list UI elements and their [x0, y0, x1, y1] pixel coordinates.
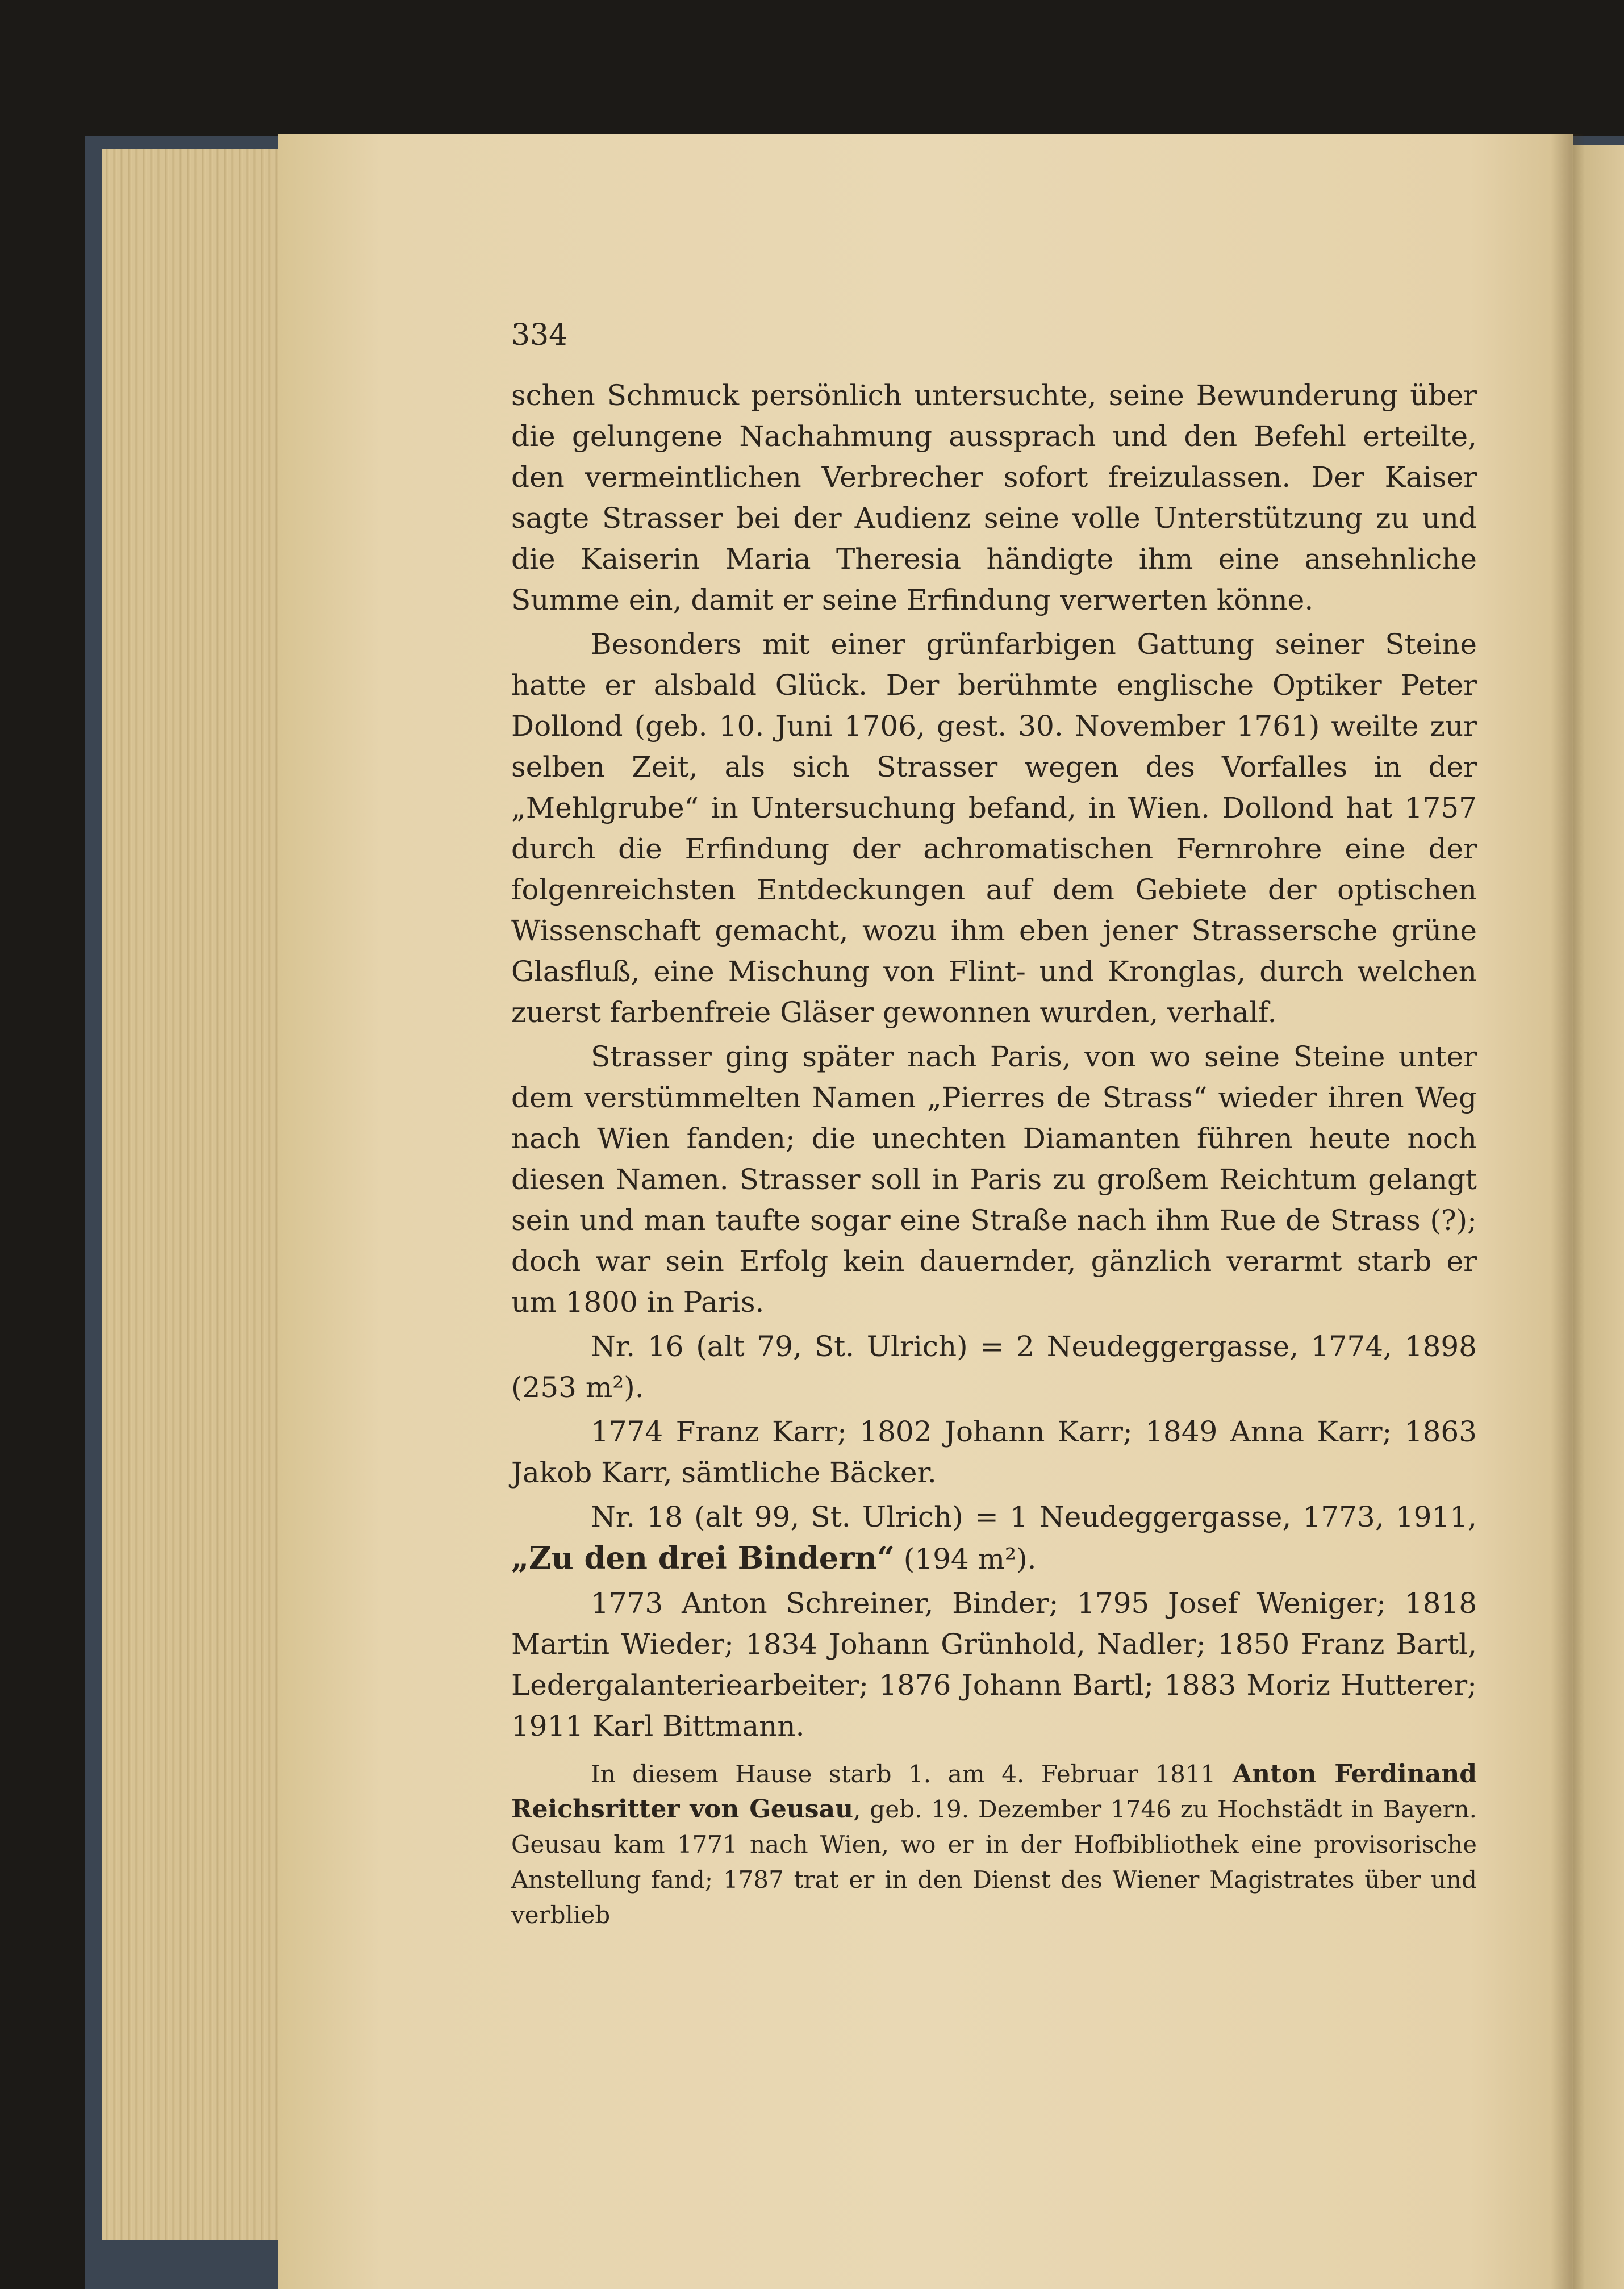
- paragraph-text: 1774 Franz Karr; 1802 Johann Karr; 1849 Anna Karr; 1863 Jakob Karr, sämtliche Bäcker.: [511, 1415, 1477, 1489]
- paragraph-text: Strasser ging später nach Paris, von wo seine Steine unter dem verstümmelten Namen „Pierres de Strass“ wieder ihren Weg nach Wien fanden; die unechten Diamanten führen heute noch diesen Namen. Strasser soll in Paris zu großem Reichtum gelangt sein und man taufte sogar eine Straße nach ihm Rue de Strass (?); doch war sein Erfolg kein dauernder, gänzlich verarmt starb er um 1800 in Paris.: [511, 1040, 1477, 1319]
- paragraph-text: (194 m²).: [894, 1542, 1037, 1575]
- footnote-text: In diesem Hause starb 1. am 4. Februar 1811: [591, 1760, 1233, 1788]
- page-edges: [102, 149, 278, 2240]
- footnote: [511, 1757, 1477, 1933]
- house-entry-nr18: [511, 1496, 1477, 1579]
- paragraph-text: Nr. 18 (alt 99, St. Ulrich) = 1 Neudeggergasse, 1773, 1911,: [591, 1500, 1477, 1533]
- paragraph-text: Besonders mit einer grünfarbigen Gattung seiner Steine hatte er alsbald Glück. Der berühmte englische Optiker Peter Dollond (geb. 10. Juni 1706, gest. 30. November 1761) weilte zur selben Zeit, als sich Strasser wegen des Vorfalles in der „Mehlgrube“ in Untersuchung befand, in Wien. Dollond hat 1757 durch die Erfindung der achromatischen Fernrohre eine der folgenreichsten Entdeckungen auf dem Gebiete der optischen Wissenschaft gemacht, wozu ihm eben jener Strassersche grüne Glasfluß, eine Mischung von Flint- und Kronglas, durch welchen zuerst farbenfreie Gläser gewonnen wurden, verhalf.: [511, 628, 1477, 1029]
- page-number: 334: [511, 318, 568, 352]
- house-name: „Zu den drei Bindern“: [511, 1540, 895, 1576]
- owners-nr16: [511, 1411, 1477, 1493]
- house-entry-nr16: [511, 1326, 1477, 1408]
- footnote-person-name: Anton Ferdinand Reichsritter von Geusau: [511, 1760, 1477, 1824]
- footnote-text: , geb. 19. Dezember 1746 zu Hochstädt in Bayern. Geusau kam 1771 nach Wien, wo er in der Hofbibliothek eine provisorische Anstellung fand; 1787 trat er in den Dienst des Wiener Magistrates über und verblieb: [511, 1795, 1477, 1929]
- owners-nr18: [511, 1583, 1477, 1746]
- paragraph: [511, 1036, 1477, 1323]
- paragraph-text: schen Schmuck persönlich untersuchte, seine Bewunderung über die gelungene Nachahmung aussprach und den Befehl erteilte, den vermeintlichen Verbrecher sofort freizulassen. Der Kaiser sagte Strasser bei der Audienz seine volle Unterstützung zu und die Kaiserin Maria Theresia händigte ihm eine ansehnliche Summe ein, damit er seine Erfindung verwerten könne.: [511, 379, 1477, 616]
- page-text: [511, 318, 1477, 1957]
- paragraph-text: 1773 Anton Schreiner, Binder; 1795 Josef Weniger; 1818 Martin Wieder; 1834 Johann Grünhold, Nadler; 1850 Franz Bartl, Ledergalanteriearbeiter; 1876 Johann Bartl; 1883 Moriz Hutterer; 1911 Karl Bittmann.: [511, 1587, 1477, 1742]
- gutter-shadow: [1551, 134, 1585, 2289]
- paragraph-text: Nr. 16 (alt 79, St. Ulrich) = 2 Neudeggergasse, 1774, 1898 (253 m²).: [511, 1330, 1477, 1404]
- paragraph: [511, 624, 1477, 1033]
- paragraph: [511, 375, 1477, 620]
